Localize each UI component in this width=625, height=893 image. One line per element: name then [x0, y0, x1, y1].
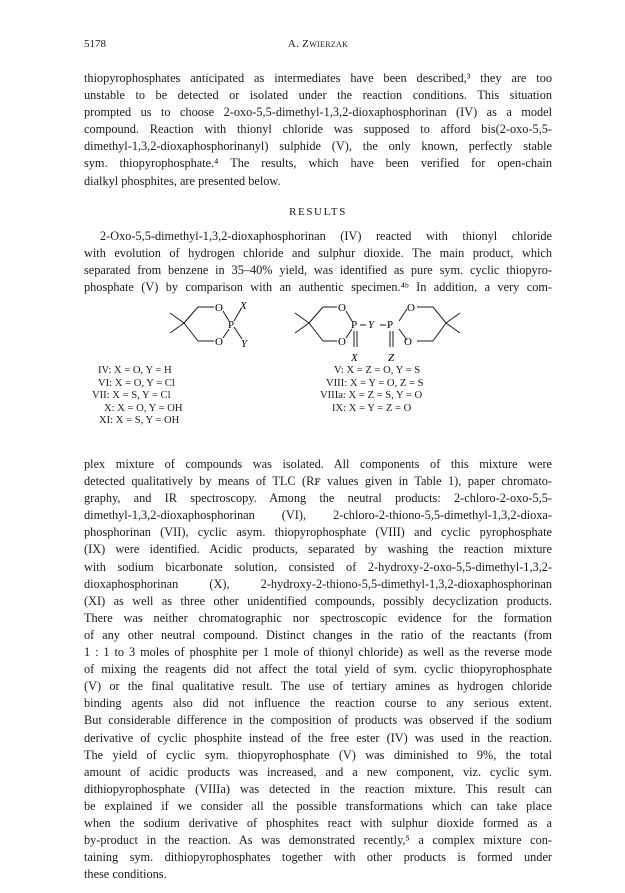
- text-line: unstable to be detected or isolated under the reaction conditions. This situation: [84, 88, 552, 103]
- compound-labels-left: [92, 365, 212, 428]
- right-rings: [295, 307, 460, 347]
- text-line: separated from benzene in 35–40% yield, was identified as pure sym. cyclic thiopyro-: [84, 263, 552, 278]
- compound-label: VIIIa: X = Z = S, Y = O: [320, 390, 423, 402]
- body-paragraph: [84, 456, 552, 883]
- compound-label: VIII: X = Y = O, Z = S: [326, 377, 424, 389]
- text-line: But considerable difference in the composition of products was observed if the sodium: [84, 713, 552, 728]
- text-line: be explained if we consider all the possible transformations which can take place: [84, 798, 552, 813]
- left-x: X: [240, 300, 247, 312]
- text-line: of mixing the reagents did not affect the total yield of sym. cyclic thiopyrophosphate: [84, 662, 552, 677]
- running-header: [84, 38, 552, 54]
- section-heading: RESULTS: [289, 206, 347, 218]
- structure-drawing: [84, 295, 552, 365]
- left-o1: O: [215, 302, 223, 314]
- compound-label: XI: X = S, Y = OH: [99, 415, 180, 427]
- text-line: with evolution of hydrogen chloride and sulphur dioxide. The main product, which: [84, 246, 552, 261]
- text-line: phosphorinan (VII), cyclic asym. thiopyrophosphate (VIII) and cyclic pyrophosphate: [84, 525, 552, 540]
- right-z: Z: [388, 352, 395, 364]
- text-line: detected qualitatively by means of TLC (Rꜰ values given in Table 1), paper chromato-: [84, 474, 552, 489]
- text-line: sym. thiopyrophosphate.⁴ The results, which have been verified for open-chain: [84, 156, 552, 171]
- right-p1: P: [351, 319, 358, 331]
- compound-label: V: X = Z = O, Y = S: [334, 365, 421, 376]
- right-x: X: [351, 352, 358, 364]
- text-line: (V) or the final qualitative result. The use of tertiary amines as hydrogen chloride: [84, 679, 552, 694]
- text-line: (XI) as well as three other unidentified compounds, possibly decyclization products.: [84, 593, 552, 608]
- text-line: by-product in the reaction. As was demonstrated recently,⁵ a complex mixture con-: [84, 833, 552, 848]
- page-number: 5178: [84, 38, 106, 50]
- text-line: 2-Oxo-5,5-dimethyl-1,3,2-dioxaphosphorinan (IV) reacted with thionyl chloride: [100, 229, 552, 243]
- text-line: binding agents also did not influence the reaction course to any serious extent.: [84, 696, 552, 711]
- results-paragraph: [84, 228, 552, 296]
- text-line: The yield of cyclic sym. thiopyrophosphate (V) was diminished to 9%, the total: [84, 747, 552, 762]
- compound-labels-right: [320, 365, 450, 415]
- compound-label: IX: X = Y = Z = O: [332, 402, 412, 414]
- left-p: P: [228, 319, 235, 331]
- text-line: 1 : 1 to 3 moles of phosphite per 1 mole of thionyl chloride) as well as the reverse mode: [84, 645, 552, 660]
- text-line: when the sodium derivative of phosphites react with sulphur dioxide formed as a: [84, 815, 552, 830]
- text-line: amount of acidic products was increased, and a new component, viz. cyclic sym.: [84, 764, 552, 779]
- text-line: dioxaphosphorinan (X), 2-hydroxy-2-thiono-5,5-dimethyl-1,3,2-dioxaphosphorinan: [84, 576, 552, 591]
- text-line: dimethyl-1,3,2-dioxaphosphorinanyl) sulphide (V), the only known, perfectly stable: [84, 139, 552, 154]
- text-line: thiopyrophosphates anticipated as intermediates have been described,³ they are too: [84, 71, 552, 85]
- text-line: compound. Reaction with thionyl chloride was supposed to afford bis(2-oxo-5,5-: [84, 122, 552, 137]
- right-o2: O: [338, 336, 346, 348]
- text-line: (IX) were identified. Acidic products, separated by washing the reaction mixture: [84, 542, 552, 557]
- compound-label: X: X = O, Y = OH: [104, 402, 183, 414]
- left-o2: O: [215, 336, 223, 348]
- text-line: There was neither chromatographic nor spectroscopic evidence for the formation: [84, 610, 552, 625]
- right-o3: O: [407, 302, 415, 314]
- compound-label: IV: X = O, Y = H: [98, 365, 172, 376]
- right-y: Y: [368, 319, 375, 331]
- text-line: of any other neutral compound. Distinct changes in the ratio of the reactants (from: [84, 627, 552, 642]
- text-line: prompted us to choose 2-oxo-5,5-dimethyl-1,3,2-dioxaphosphorinan (IV) as a model: [84, 105, 552, 120]
- right-p2: P: [387, 319, 394, 331]
- text-line: derivative of cyclic phosphite instead of the free ester (IV) was used in the reaction.: [84, 730, 552, 745]
- text-line: phosphate (V) by comparison with an authentic specimen.⁴ᵇ In addition, a very com-: [84, 280, 552, 295]
- text-line: dithiopyrophosphate (VIIIa) was detected in the reaction mixture. This result can: [84, 781, 552, 796]
- right-o1: O: [338, 302, 346, 314]
- text-line: with sodium bicarbonate solution, consisted of 2-hydroxy-2-oxo-5,5-dimethyl-1,3,2-: [84, 559, 552, 574]
- text-line: dimethyl-1,3,2-dioxaphosphorinan (VI), 2-chloro-2-thiono-5,5-dimethyl-1,3,2-dioxa-: [84, 508, 552, 523]
- text-line: these conditions.: [84, 867, 167, 882]
- text-line: taining sym. dithiopyrophosphates together with other products is formed under: [84, 850, 552, 865]
- text-line: dialkyl phosphites, are presented below.: [84, 173, 281, 188]
- intro-paragraph: [84, 70, 552, 190]
- compound-label: VI: X = O, Y = Cl: [98, 377, 175, 389]
- right-o4: O: [404, 336, 412, 348]
- left-y: Y: [241, 338, 248, 350]
- running-author: A. Zwierzak: [287, 38, 349, 50]
- compound-label: VII: X = S, Y = Cl: [92, 390, 171, 402]
- text-line: plex mixture of compounds was isolated. All components of this mixture were: [84, 457, 552, 471]
- text-line: graphy, and IR spectroscopy. Among the neutral products: 2-chloro-2-oxo-5,5-: [84, 491, 552, 506]
